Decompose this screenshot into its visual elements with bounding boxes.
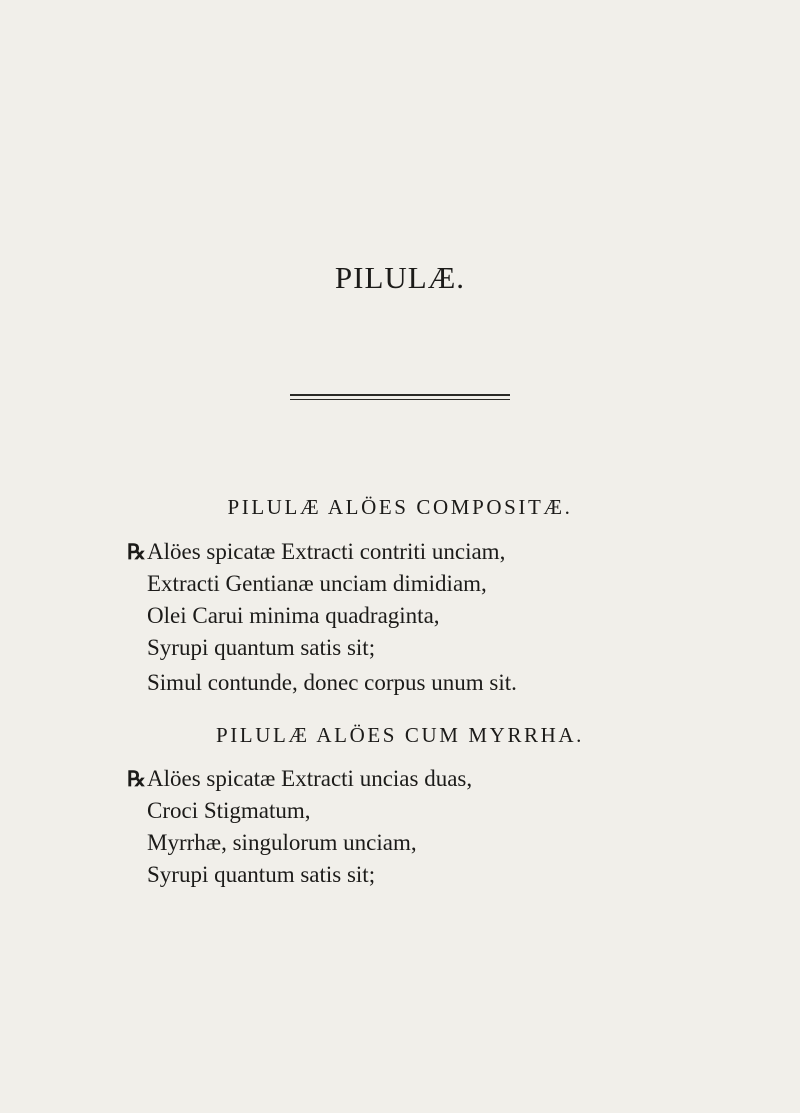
ingredient-text: Alöes spicatæ Extracti contriti unciam, [147, 539, 506, 564]
recipe-line [127, 763, 687, 795]
recipe-line [127, 827, 687, 859]
recipe-line [127, 795, 687, 827]
recipe-line [127, 632, 687, 664]
recipe-line [127, 600, 687, 632]
ingredient-text: Olei Carui minima quadraginta, [147, 603, 440, 628]
ingredient-text: Syrupi quantum satis sit; [147, 862, 376, 887]
recipe-line [127, 536, 687, 568]
ingredient-text: Alöes spicatæ Extracti uncias duas, [147, 766, 473, 791]
double-rule-top [290, 394, 510, 396]
double-rule-bottom [290, 399, 510, 400]
ingredient-text: Syrupi quantum satis sit; [147, 635, 376, 660]
recipe-line [127, 859, 687, 891]
recipe-direction: Simul contunde, donec corpus unum sit. [147, 670, 517, 695]
section-heading-aloes-compositae: PILULÆ ALÖES COMPOSITÆ. [227, 495, 573, 519]
running-head: PILULÆ. [334, 260, 466, 295]
rx-symbol-icon: ℞ [127, 767, 146, 791]
section-heading-aloes-cum-myrrha: PILULÆ ALÖES CUM MYRRHA. [215, 723, 585, 747]
ingredient-text: Myrrhæ, singulorum unciam, [147, 830, 417, 855]
ingredient-text: Extracti Gentianæ unciam dimidiam, [147, 571, 487, 596]
recipe-aloes-compositae [127, 536, 687, 664]
recipe-aloes-cum-myrrha [127, 763, 687, 891]
ingredient-text: Croci Stigmatum, [147, 798, 311, 823]
rx-symbol-icon: ℞ [127, 540, 146, 564]
recipe-line [127, 568, 687, 600]
